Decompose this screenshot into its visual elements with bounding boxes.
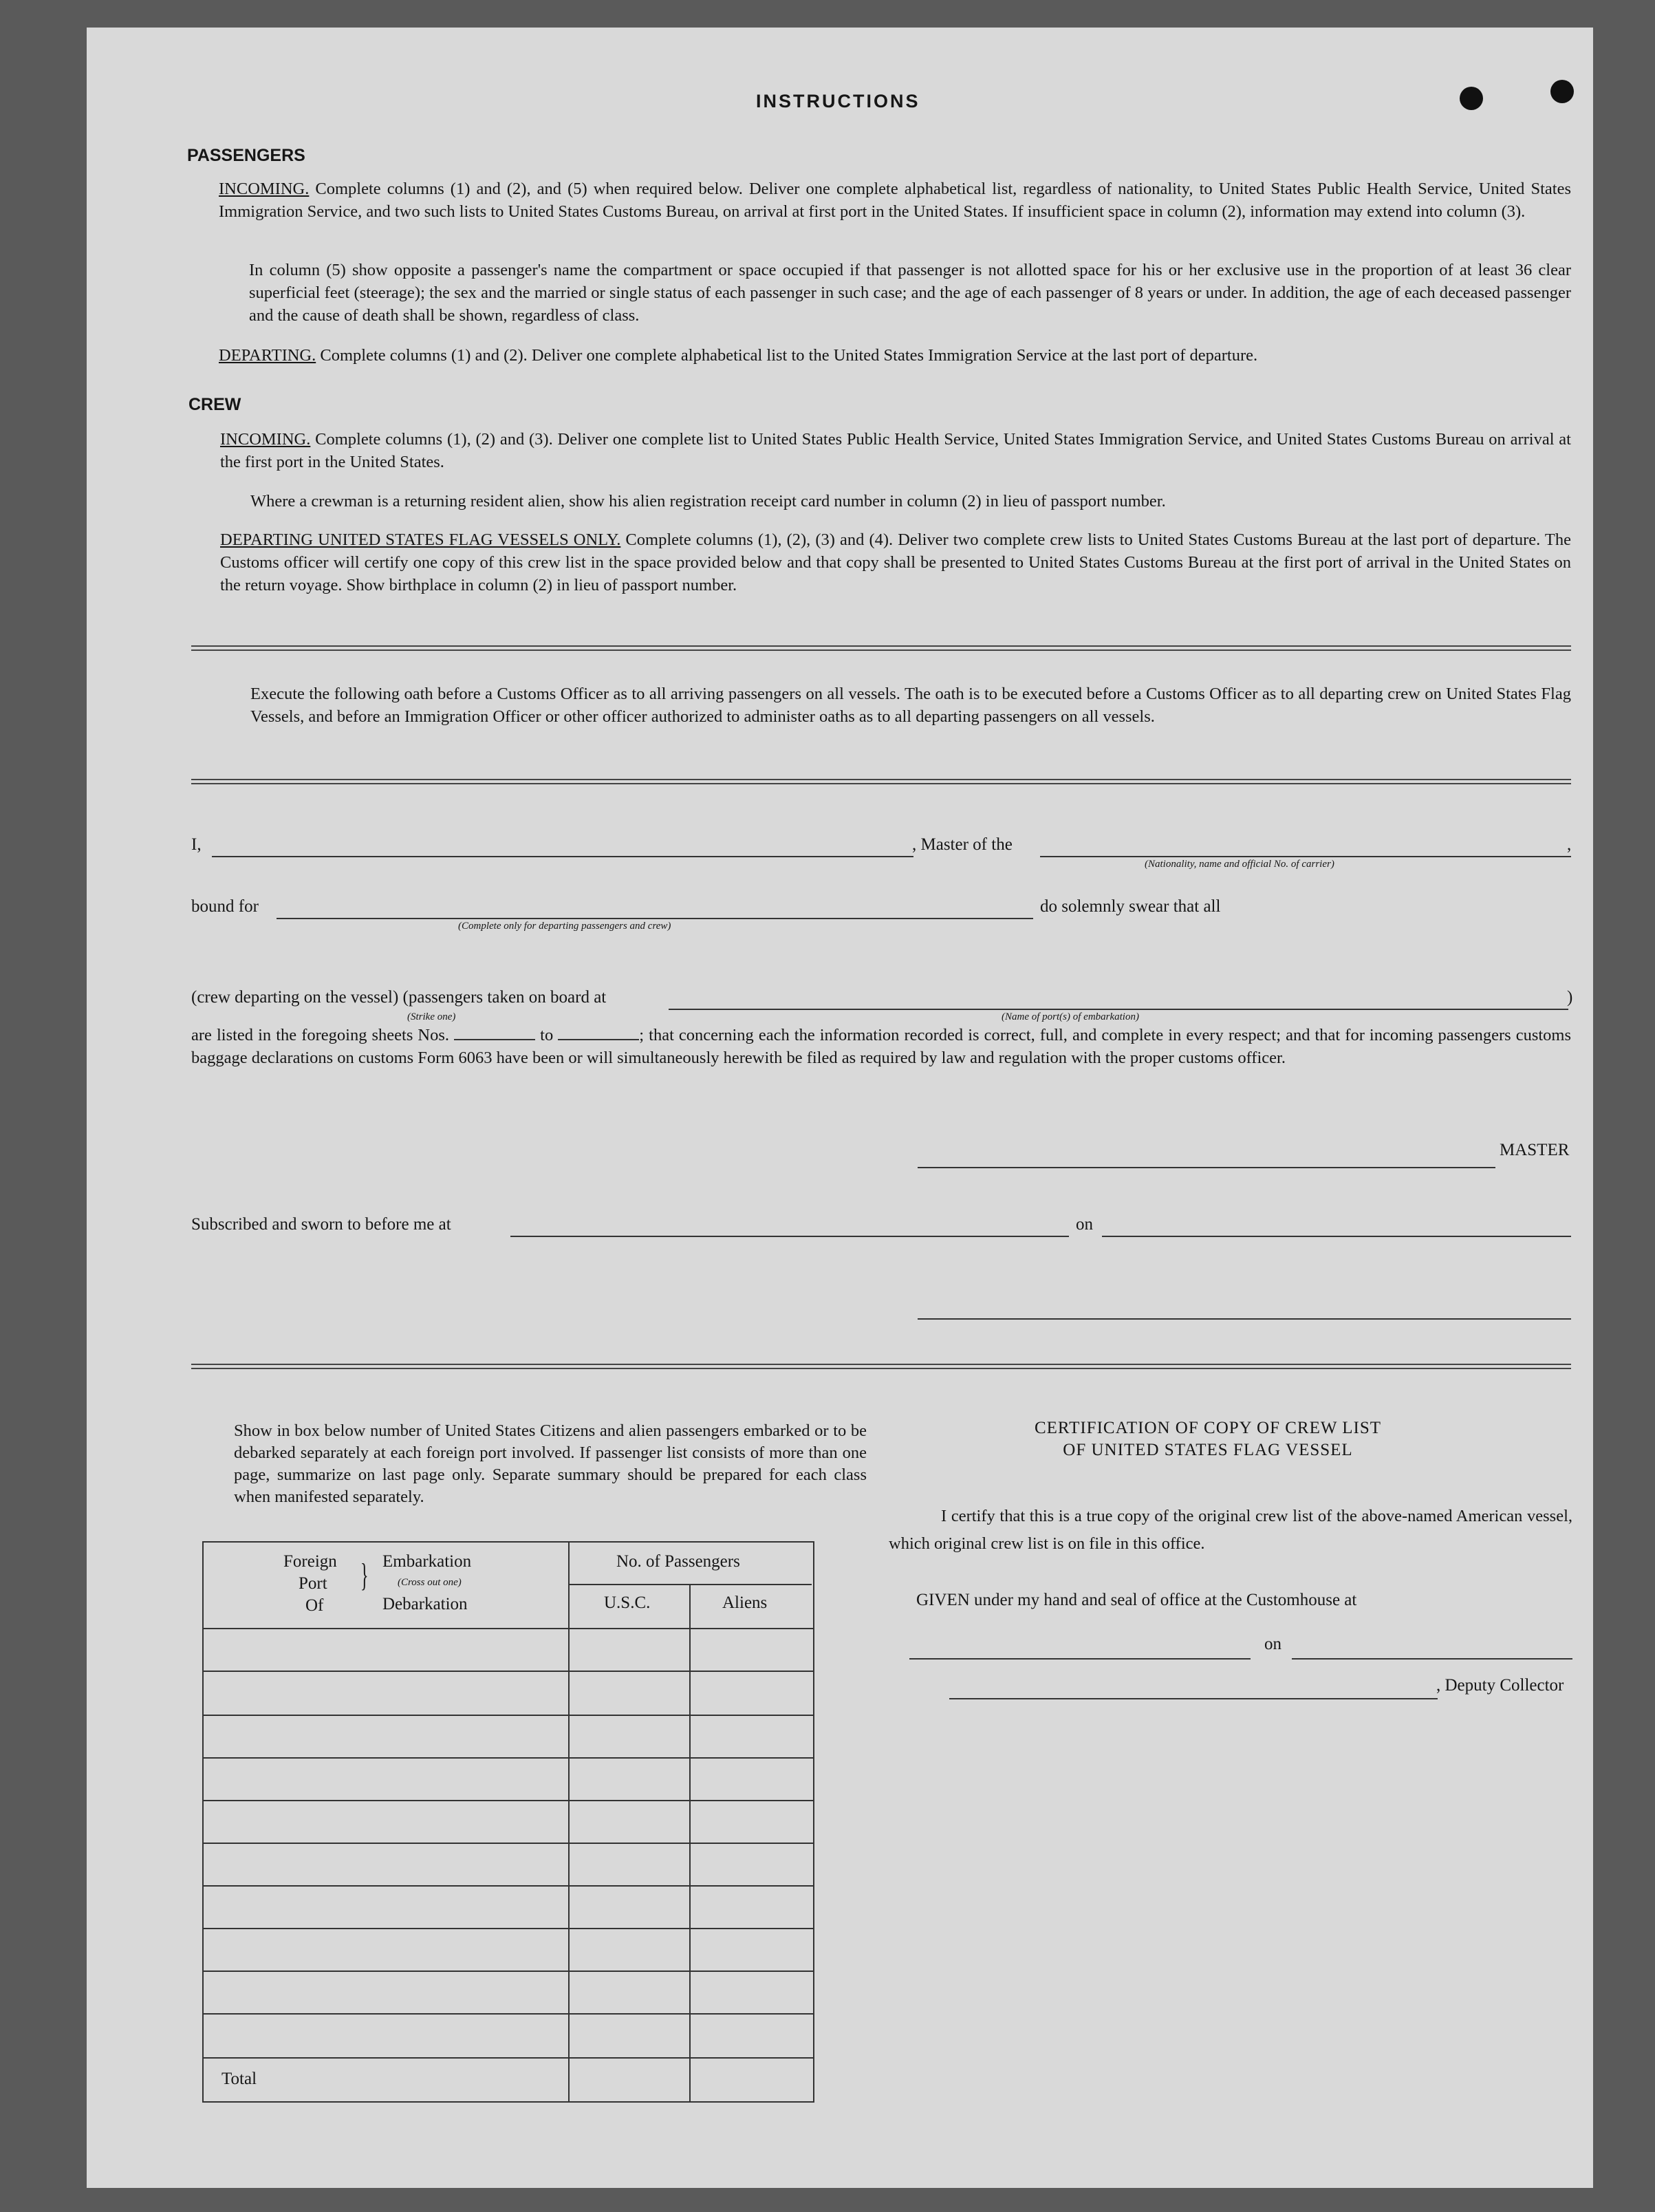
divider-rule (191, 1368, 1571, 1369)
swear-label: do solemnly swear that all (1040, 897, 1221, 916)
passengers-incoming-label: INCOMING. (219, 180, 310, 198)
given-date-field[interactable] (1292, 1658, 1572, 1660)
subscribed-label: Subscribed and sworn to before me at (191, 1215, 451, 1234)
listed-paragraph (191, 1024, 1571, 1069)
deputy-collector-signature-field[interactable] (949, 1698, 1438, 1699)
table-divider (570, 1584, 812, 1585)
given-text: GIVEN under my hand and seal of office at the Customhouse at (916, 1591, 1357, 1609)
crew-incoming-paragraph (220, 428, 1571, 473)
col-debarkation: Debarkation (382, 1595, 468, 1613)
summary-instructions: Show in box below number of United States Citizens and alien passengers embarked or to be debarked separately at each foreign port involved. If passenger list consists of more than one page, summarize on last page only. Separate summary should be prepared for each class when manifested separately. (234, 1421, 867, 1506)
crew-alien-paragraph: Where a crewman is a returning resident alien, show his alien registration receipt card number in column (2) in lieu of passport number. (250, 492, 1166, 511)
master-of-label: , Master of the (912, 835, 1013, 854)
table-row-line (204, 1971, 813, 1972)
crew-departing-label: DEPARTING UNITED STATES FLAG VESSELS ONLY. (220, 530, 621, 549)
divider-rule (191, 645, 1571, 647)
divider-rule (191, 1364, 1571, 1365)
listed-label: are listed in the foregoing sheets Nos. (191, 1026, 450, 1044)
master-signature-field[interactable] (918, 1167, 1495, 1168)
bound-for-label: bound for (191, 897, 259, 916)
crew-departing-label: (crew departing on the vessel) (passengers taken on board at (191, 988, 607, 1007)
passengers-heading: PASSENGERS (187, 146, 305, 165)
passenger-summary-table (202, 1541, 814, 2103)
divider-rule (191, 649, 1571, 651)
table-row-line (204, 1671, 813, 1672)
punch-hole (1550, 80, 1574, 103)
given-on-label: on (1264, 1635, 1281, 1653)
to-label: to (540, 1026, 554, 1044)
col-foreign: Foreign (283, 1552, 337, 1571)
sheet-from-field[interactable] (454, 1025, 535, 1040)
oath-i-label: I, (191, 835, 202, 854)
table-row-line (204, 1928, 813, 1929)
master-name-field[interactable] (212, 856, 913, 857)
form-page (87, 28, 1593, 2188)
table-row-line (204, 2013, 813, 2015)
passengers-departing-label: DEPARTING. (219, 346, 316, 365)
cross-out-note: (Cross out one) (398, 1577, 462, 1588)
punch-hole (1460, 87, 1483, 110)
sworn-on-label: on (1076, 1215, 1093, 1234)
master-label: MASTER (1500, 1141, 1570, 1159)
divider-rule (191, 779, 1571, 780)
col-port: Port (299, 1574, 327, 1593)
nationality-note: (Nationality, name and official No. of carrier) (1145, 859, 1334, 870)
passengers-departing-paragraph (219, 344, 1571, 367)
officer-signature-field[interactable] (918, 1318, 1571, 1320)
passengers-incoming-paragraph (219, 178, 1571, 223)
listed-rest-text: ; that concerning each the information recorded is correct, full, and complete in every respect; and that for incoming passengers customs baggage declarations on customs Form 6063 have been or will simultaneously herewith be filed as required by law and regulation with the proper customs officer. (191, 1026, 1572, 1067)
bound-for-field[interactable] (277, 918, 1033, 919)
close-paren: ) (1567, 988, 1573, 1007)
comma: , (1567, 835, 1572, 854)
certification-heading-1: CERTIFICATION OF COPY OF CREW LIST (1034, 1419, 1382, 1437)
sheet-to-field[interactable] (558, 1025, 639, 1040)
crew-heading: CREW (188, 395, 241, 414)
certification-heading-2: OF UNITED STATES FLAG VESSEL (1063, 1441, 1353, 1459)
deputy-collector-label: , Deputy Collector (1436, 1676, 1564, 1695)
table-header-bottom (204, 1628, 813, 1629)
col-aliens: Aliens (722, 1593, 768, 1612)
page-title: INSTRUCTIONS (756, 91, 920, 111)
customhouse-field[interactable] (909, 1658, 1251, 1660)
table-divider (568, 1541, 570, 2101)
sworn-date-field[interactable] (1102, 1236, 1571, 1237)
port-note: (Name of port(s) of embarkation) (1002, 1011, 1139, 1022)
certify-paragraph: I certify that this is a true copy of the original crew list of the above-named American vessel, which original crew list is on file in this office. (889, 1507, 1572, 1553)
carrier-field[interactable] (1040, 856, 1571, 857)
passengers-incoming-text: Complete columns (1) and (2), and (5) when required below. Deliver one complete alphabetical list, regardless of nationality, to United States Public Health Service, United States Immigration Service, and two such lists to United States Customs Bureau, on arrival at first port in the United States. If insufficient space in column (2), information may extend into column (3). (219, 180, 1571, 221)
oath-intro-paragraph: Execute the following oath before a Customs Officer as to all arriving passengers on all vessels. The oath is to be executed before a Customs Officer as to all departing crew on United States Flag Vessels, and before an Immigration Officer or other officer authorized to administer oaths as to all departing passengers on all vessels. (250, 685, 1571, 726)
divider-rule (191, 783, 1571, 784)
table-row-line (204, 1843, 813, 1844)
table-row-line (204, 1715, 813, 1716)
crew-departing-text: Complete columns (1), (2), (3) and (4). Deliver two complete crew lists to United States Customs Bureau at the last port of departure. The Customs officer will certify one copy of this crew list in the space provided below and that copy shall be presented to United States Customs Bureau at the first port of arrival in the United States on the return voyage. Show birthplace in column (2) in lieu of passport number. (220, 530, 1571, 594)
table-row-line (204, 1885, 813, 1887)
crew-incoming-label: INCOMING. (220, 430, 311, 449)
table-total-line (204, 2057, 813, 2059)
brace: } (360, 1557, 369, 1593)
table-row-line (204, 1757, 813, 1759)
crew-incoming-text: Complete columns (1), (2) and (3). Deliver one complete list to United States Public Health Service, United States Immigration Service, and United States Customs Bureau on arrival at the first port in the United States. (220, 430, 1571, 471)
col-no-of-passengers: No. of Passengers (616, 1552, 740, 1571)
sworn-location-field[interactable] (510, 1236, 1069, 1237)
complete-note: (Complete only for departing passengers and crew) (458, 921, 671, 932)
passengers-column5-paragraph: In column (5) show opposite a passenger's name the compartment or space occupied if that passenger is not allotted space for his or her exclusive use in the proportion of at least 36 clear superficial feet (steerage); the sex and the married or single status of each passenger in such case; and the age of each passenger of 8 years or under. In addition, the age of each deceased passenger and the cause of death shall be shown, regardless of class. (249, 261, 1571, 325)
passengers-departing-text: Complete columns (1) and (2). Deliver one complete alphabetical list to the United States Immigration Service at the last port of departure. (316, 346, 1258, 365)
strike-note: (Strike one) (407, 1011, 456, 1022)
port-of-embarkation-field[interactable] (669, 1009, 1568, 1010)
crew-departing-paragraph (220, 528, 1571, 597)
col-usc: U.S.C. (604, 1593, 651, 1612)
total-label: Total (221, 2070, 257, 2088)
col-of: Of (305, 1596, 324, 1615)
table-row-line (204, 1800, 813, 1801)
col-embarkation: Embarkation (382, 1552, 472, 1571)
